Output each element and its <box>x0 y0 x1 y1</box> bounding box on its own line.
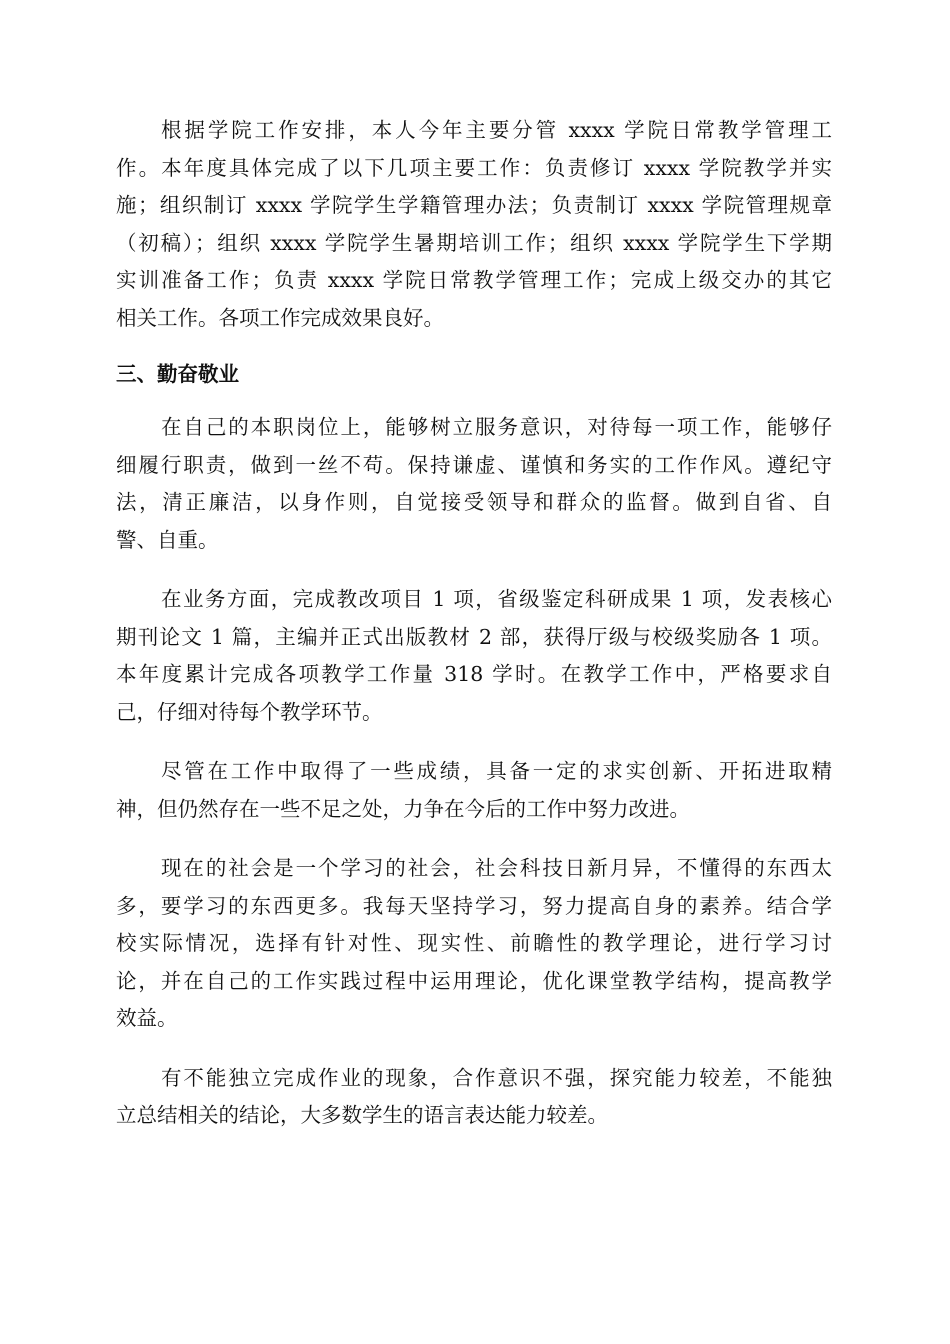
paragraph-line: 论，并在自己的工作实践过程中运用理论，优化课堂教学结构，提高教学 <box>116 968 832 993</box>
paragraph-line: 相关工作。各项工作完成效果良好。 <box>116 305 444 330</box>
paragraph-line: 本年度累计完成各项教学工作量 318 学时。在教学工作中，严格要求自 <box>116 662 832 686</box>
paragraph-line: 实训准备工作；负责 xxxx 学院日常教学管理工作；完成上级交办的其它 <box>116 268 832 292</box>
paragraph-line: 在自己的本职岗位上，能够树立服务意识，对待每一项工作，能够仔 <box>161 415 832 439</box>
paragraph-line: 效益。 <box>116 1006 178 1030</box>
paragraph-attitude <box>116 409 832 559</box>
paragraph-shortcomings <box>116 753 832 828</box>
paragraph-line: 警、自重。 <box>116 527 219 552</box>
paragraph-line: 多，要学习的东西更多。我每天坚持学习，努力提高自身的素养。结合学 <box>116 893 832 918</box>
paragraph-line: 立总结相关的结论，大多数学生的语言表达能力较差。 <box>116 1103 608 1127</box>
paragraph-line: 细履行职责，做到一丝不苟。保持谦虚、谨慎和务实的工作作风。遵纪守 <box>116 452 832 477</box>
paragraph-line: 期刊论文 1 篇，主编并正式出版教材 2 部，获得厅级与校级奖励各 1 项。 <box>116 624 832 649</box>
paragraph-duties <box>116 112 832 337</box>
paragraph-line: 法，清正廉洁，以身作则，自觉接受领导和群众的监督。做到自省、自 <box>116 490 832 514</box>
paragraph-business <box>116 581 832 731</box>
paragraph-students <box>116 1060 832 1135</box>
paragraph-line: 己，仔细对待每个教学环节。 <box>116 699 383 724</box>
paragraph-line: 施；组织制订 xxxx 学院学生学籍管理办法；负责制订 xxxx 学院管理规章 <box>116 193 832 217</box>
paragraph-line: 在业务方面，完成教改项目 1 项，省级鉴定科研成果 1 项，发表核心 <box>161 587 832 611</box>
paragraph-line: 现在的社会是一个学习的社会，社会科技日新月异，不懂得的东西太 <box>161 856 832 880</box>
paragraph-learning <box>116 850 832 1038</box>
paragraph-line: 作。本年度具体完成了以下几项主要工作：负责修订 xxxx 学院教学并实 <box>116 155 832 180</box>
paragraph-line: 尽管在工作中取得了一些成绩，具备一定的求实创新、开拓进取精 <box>161 759 832 783</box>
document-body <box>116 112 832 1157</box>
paragraph-line: （初稿）；组织 xxxx 学院学生暑期培训工作；组织 xxxx 学院学生下学期 <box>116 230 832 255</box>
section-heading: 三、勤奋敬业 <box>116 362 239 386</box>
paragraph-line: 根据学院工作安排，本人今年主要分管 xxxx 学院日常教学管理工 <box>161 118 832 142</box>
paragraph-line: 校实际情况，选择有针对性、现实性、前瞻性的教学理论，进行学习讨 <box>116 931 832 955</box>
paragraph-line: 神，但仍然存在一些不足之处，力争在今后的工作中努力改进。 <box>116 796 690 821</box>
paragraph-line: 有不能独立完成作业的现象，合作意识不强，探究能力较差，不能独 <box>161 1065 832 1090</box>
